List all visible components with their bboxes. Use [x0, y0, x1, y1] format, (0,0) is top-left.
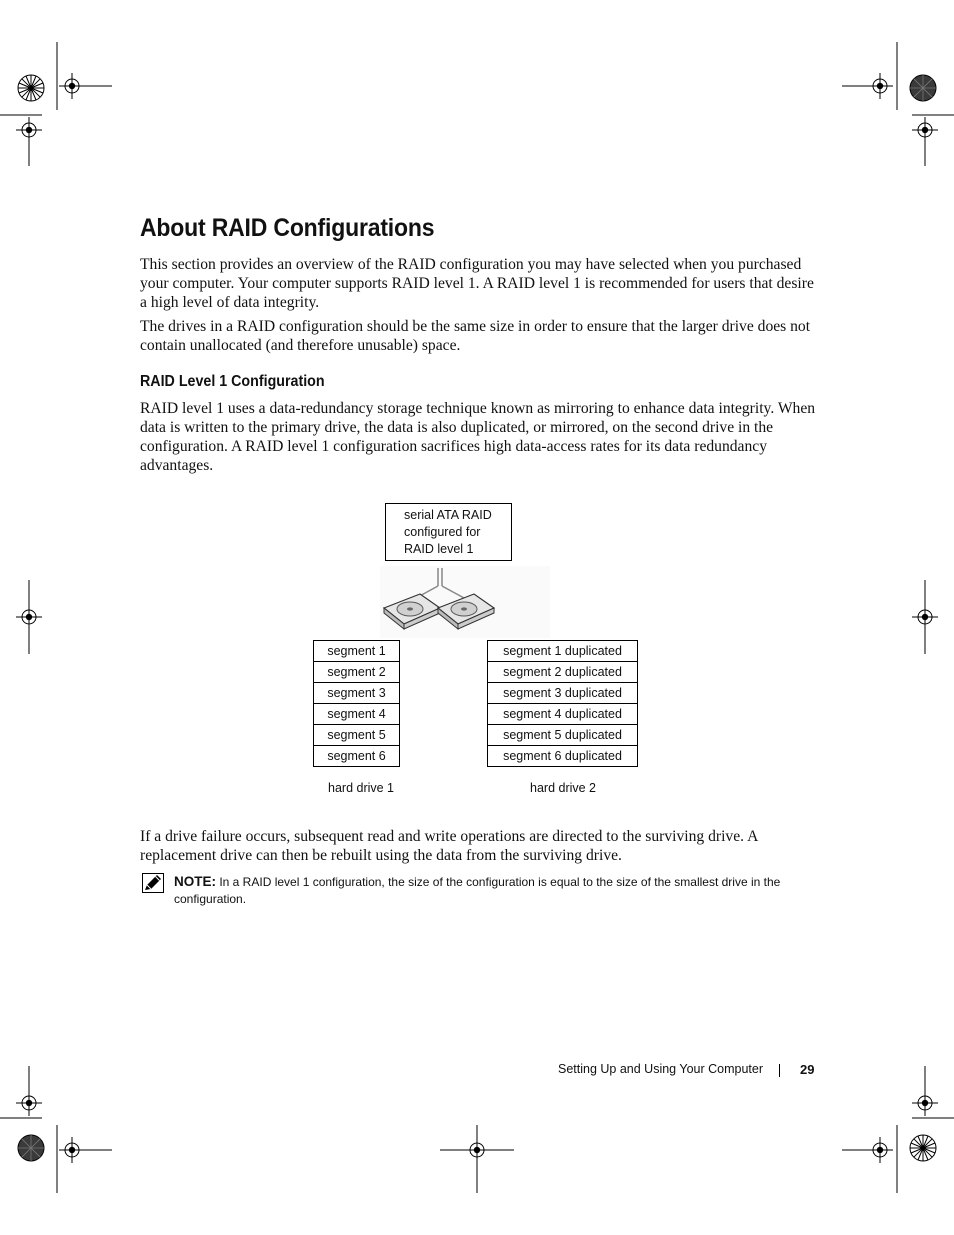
table-row — [488, 725, 638, 746]
raid-box-line: serial ATA RAID — [404, 508, 492, 522]
segment-cell: segment 1 duplicated — [488, 641, 638, 662]
note-text: In a RAID level 1 configuration, the size of the configuration is equal to the size of the smallest drive in the configuration. — [174, 875, 781, 906]
segment-cell: segment 3 duplicated — [488, 683, 638, 704]
table-row — [314, 641, 400, 662]
segment-cell: segment 6 — [314, 746, 400, 767]
hard-drives-illustration — [380, 566, 550, 638]
raid-level-1-paragraph: RAID level 1 uses a data-redundancy storage technique known as mirroring to enhance data integrity. When data is written to the primary drive, the data is also duplicated, or mirrored, on the second drive in the configuration. A RAID level 1 configuration sacrifices high data-access rates for its data redundancy advantages. — [140, 400, 816, 474]
table-row — [488, 704, 638, 725]
note-label: NOTE: — [174, 874, 216, 889]
table-row — [488, 746, 638, 767]
footer-section-title: Setting Up and Using Your Computer — [558, 1062, 763, 1076]
raid-controller-box — [385, 503, 512, 561]
raid-box-line: configured for — [404, 525, 481, 539]
table-row — [314, 662, 400, 683]
table-row — [314, 683, 400, 704]
segment-cell: segment 2 duplicated — [488, 662, 638, 683]
hard-drive-1-segments — [313, 640, 400, 767]
segment-cell: segment 4 — [314, 704, 400, 725]
raid-box-line: RAID level 1 — [404, 542, 474, 556]
segment-cell: segment 5 — [314, 725, 400, 746]
pencil-note-icon — [142, 873, 164, 893]
page-title: About RAID Configurations — [140, 214, 435, 242]
segment-cell: segment 4 duplicated — [488, 704, 638, 725]
table-row — [314, 725, 400, 746]
hard-drive-2-segments — [487, 640, 638, 767]
hard-drive-1-label: hard drive 1 — [328, 781, 395, 795]
section-heading: RAID Level 1 Configuration — [140, 373, 325, 390]
segment-cell: segment 5 duplicated — [488, 725, 638, 746]
intro-paragraph: This section provides an overview of the RAID configuration you may have selected when you purchased your computer. Your computer supports RAID level 1. A RAID level 1 is recommended for users that desire a high level of data integrity. — [140, 256, 814, 311]
segment-cell: segment 2 — [314, 662, 400, 683]
note-callout — [174, 873, 824, 908]
hard-drive-2-label: hard drive 2 — [530, 781, 597, 795]
table-row — [488, 683, 638, 704]
segment-cell: segment 3 — [314, 683, 400, 704]
segment-cell: segment 6 duplicated — [488, 746, 638, 767]
drive-failure-paragraph: If a drive failure occurs, subsequent read and write operations are directed to the surviving drive. A replacement drive can then be rebuilt using the data from the surviving drive. — [140, 828, 758, 864]
drive-size-paragraph: The drives in a RAID configuration should be the same size in order to ensure that the larger drive does not contain unallocated (and therefore unusable) space. — [140, 318, 811, 354]
footer-divider — [779, 1064, 780, 1077]
segment-cell: segment 1 — [314, 641, 400, 662]
table-row — [488, 641, 638, 662]
table-row — [488, 662, 638, 683]
table-row — [314, 746, 400, 767]
page-number: 29 — [800, 1062, 815, 1077]
table-row — [314, 704, 400, 725]
